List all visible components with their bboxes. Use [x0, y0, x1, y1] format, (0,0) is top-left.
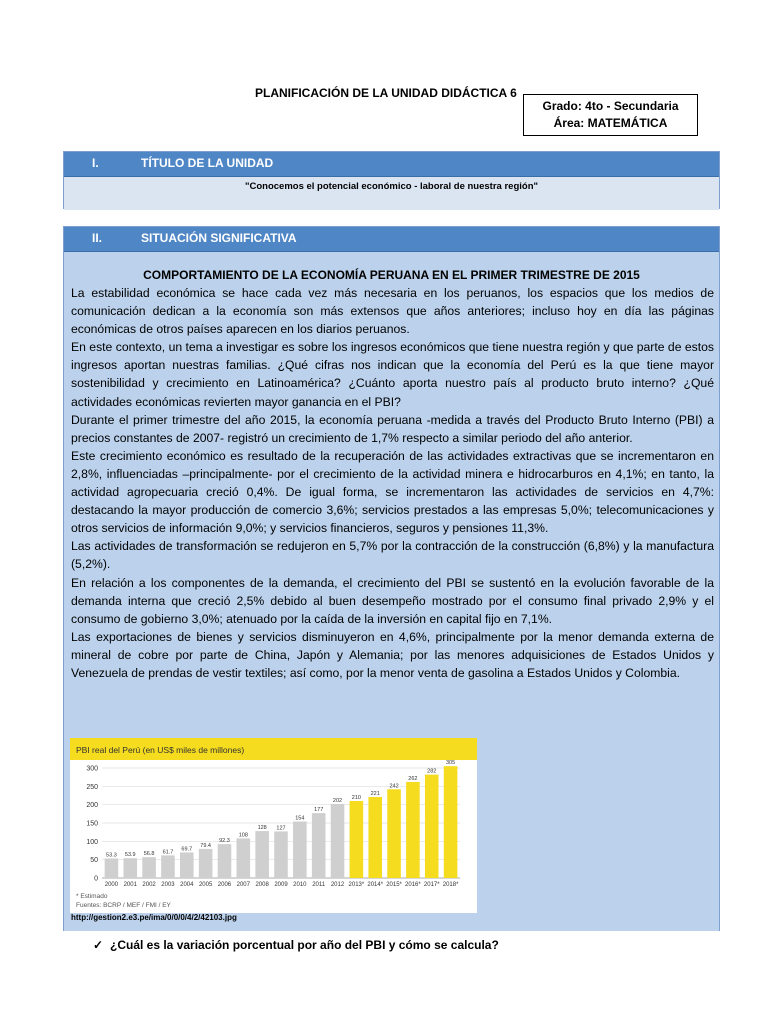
bar-value-label: 61.7 — [162, 849, 174, 856]
bar — [350, 801, 364, 878]
x-tick-label: 2002 — [142, 882, 156, 888]
bar — [331, 804, 345, 878]
area-label: Área: MATEMÁTICA — [553, 116, 668, 130]
paragraph: En este contexto, un tema a investigar es sobre los ingresos económicos que tiene nuestra región y que parte de estos ingresos aportan nuestras familias. ¿Qué cifras nos indican que la economía del Perú es la que tiene mayor sostenibilidad y crecimiento en Latinoamérica? ¿Cuánto aporta nuestro país al producto bruto interno? ¿Qué actividades económicas revierten mayor ganancia en el PBI? — [71, 340, 714, 409]
bar-value-label: 177 — [314, 807, 324, 814]
bar-value-label: 56.8 — [143, 851, 155, 858]
section-header — [64, 152, 719, 177]
gdp-chart-svg — [70, 738, 477, 913]
bar — [444, 766, 458, 878]
section-number: II. — [92, 231, 103, 245]
bar — [312, 813, 326, 878]
bar — [425, 775, 439, 878]
paragraph: La estabilidad económica se hace cada vez más necesaria en los peruanos, los espacios que los medios de comunicación dedican a la economía son más extensos que años anteriores; incluso hoy en día las páginas económicas de otros países aparecen en los diarios peruanos. — [71, 286, 714, 337]
article-title: COMPORTAMIENTO DE LA ECONOMÍA PERUANA EN EL PRIMER TRIMESTRE DE 2015 — [143, 268, 640, 282]
section-situation — [63, 226, 720, 952]
grade-area-box — [523, 94, 698, 136]
x-tick-label: 2016* — [405, 882, 421, 888]
y-tick-label: 300 — [86, 765, 98, 773]
document-title: PLANIFICACIÓN DE LA UNIDAD DIDÁCTICA 6 — [255, 86, 517, 100]
bar — [406, 782, 420, 878]
x-tick-label: 2011 — [312, 882, 326, 888]
bar — [180, 852, 194, 878]
bar-value-label: 127 — [276, 825, 286, 832]
x-tick-label: 2018* — [442, 882, 459, 888]
y-tick-label: 100 — [86, 838, 98, 846]
x-tick-label: 2001 — [123, 882, 137, 888]
x-tick-label: 2006 — [217, 882, 232, 888]
x-tick-label: 2014* — [367, 882, 384, 888]
paragraph: Las exportaciones de bienes y servicios disminuyeron en 4,6%, principalmente por la menor demanda externa de mineral de cobre por parte de China, Japón y Alemania; por las menores adquisiciones de Estados Unidos y Venezuela de prendas de vestir textiles; así como, por la menor venta de gasolina a Estados Unidos y Colombia. — [71, 629, 714, 680]
gdp-chart — [70, 738, 477, 913]
x-tick-label: 2005 — [198, 882, 213, 888]
bar — [387, 789, 401, 878]
bar — [237, 838, 251, 878]
section-number: I. — [92, 156, 99, 170]
question-item — [93, 938, 499, 952]
chart-title: PBI real del Perú (en US$ miles de millones) — [76, 745, 245, 755]
bar-value-label: 154 — [295, 815, 305, 822]
bar-value-label: 108 — [238, 832, 248, 839]
paragraph: En relación a los componentes de la demanda, el crecimiento del PBI se sustentó en la evolución favorable de la demanda interna que creció 2,5% debido al buen desempeño mostrado por el consumo final privado 2,9% y el consumo de gobierno 3,0%; atenuado por la caída de la inversión en capital fijo en 7,1%. — [71, 575, 714, 626]
bar — [218, 844, 232, 878]
bar-value-label: 79.4 — [200, 842, 211, 849]
x-tick-label: 2008 — [255, 882, 269, 888]
paragraph: Durante el primer trimestre del año 2015, la economía peruana -medida a través del Producto Bruto Interno (PBI) a precios constantes de 2007- registró un crecimiento de 1,7% respecto a similar periodo del año anterior. — [71, 412, 714, 445]
bar — [142, 857, 156, 878]
bar-value-label: 53.3 — [106, 852, 117, 859]
question-text: ¿Cuál es la variación porcentual por año del PBI y cómo se calcula? — [110, 938, 499, 952]
bar — [123, 858, 137, 878]
bar — [293, 822, 307, 878]
x-tick-label: 2000 — [104, 882, 119, 888]
grade-label: Grado: 4to - Secundaria — [542, 99, 679, 113]
x-tick-label: 2012 — [330, 882, 345, 888]
bar-value-label: 262 — [408, 775, 418, 782]
unit-title: "Conocemos el potencial económico - laboral de nuestra región" — [244, 181, 538, 192]
bar-value-label: 92.3 — [219, 838, 230, 845]
bar — [368, 797, 382, 878]
paragraph: Las actividades de transformación se redujeron en 5,7% por la contracción de la construcción (6,8%) y la manufactura (5,2%). — [71, 539, 714, 572]
x-tick-label: 2003 — [161, 882, 175, 888]
x-tick-label: 2004 — [180, 882, 194, 888]
bar — [274, 831, 288, 878]
bar — [255, 831, 269, 878]
x-tick-label: 2017* — [423, 882, 440, 888]
chart-footnote: * Estimado — [76, 893, 108, 900]
section-label: SITUACIÓN SIGNIFICATIVA — [141, 231, 297, 245]
article-body — [71, 284, 714, 682]
y-tick-label: 50 — [90, 857, 98, 865]
bar-value-label: 305 — [445, 760, 456, 767]
y-tick-label: 0 — [94, 875, 98, 883]
x-tick-label: 2007 — [236, 882, 250, 888]
bar — [199, 849, 213, 878]
chart-source: Fuentes: BCRP / MEF / FMI / EY — [76, 902, 171, 909]
y-tick-label: 150 — [86, 820, 98, 828]
y-tick-label: 250 — [86, 783, 98, 791]
section-label: TÍTULO DE LA UNIDAD — [141, 156, 274, 170]
bar-value-label: 242 — [389, 783, 399, 790]
bar-value-label: 221 — [370, 790, 380, 797]
section-unit-title — [63, 151, 720, 209]
bar — [105, 858, 119, 878]
section-header — [64, 227, 719, 252]
x-tick-label: 2015* — [386, 882, 402, 888]
bar-value-label: 128 — [257, 825, 267, 832]
bar-value-label: 69.7 — [181, 846, 193, 853]
y-tick-label: 200 — [86, 802, 98, 810]
bar-value-label: 210 — [351, 795, 361, 801]
x-tick-label: 2013* — [348, 882, 365, 888]
image-source-link[interactable]: http://gestion2.e3.pe/ima/0/0/0/4/2/42103.jpg — [71, 913, 237, 922]
bar-value-label: 202 — [332, 797, 343, 804]
bar-value-label: 282 — [427, 768, 437, 775]
x-tick-label: 2009 — [274, 882, 288, 888]
bar — [161, 855, 175, 878]
bar-value-label: 53.9 — [124, 852, 136, 859]
paragraph: Este crecimiento económico es resultado de la recuperación de las actividades extractivas que se incrementaron en 2,8%, influenciadas –principalmente- por el crecimiento de la actividad minera e hidrocarburos en 4,1%; en tanto, la actividad agropecuaria creció 0,4%. De igual forma, se incrementaron las actividades de servicios en 4,7%: destacando la mayor producción de comercio 3,6%; servicios prestados a las empresas 5,0%; telecomunicaciones y otros servicios de información 9,0%; y servicios financieros, seguros y pensiones 11,3%. — [71, 448, 714, 536]
check-icon: ✓ — [93, 938, 104, 952]
x-tick-label: 2010 — [293, 882, 307, 888]
